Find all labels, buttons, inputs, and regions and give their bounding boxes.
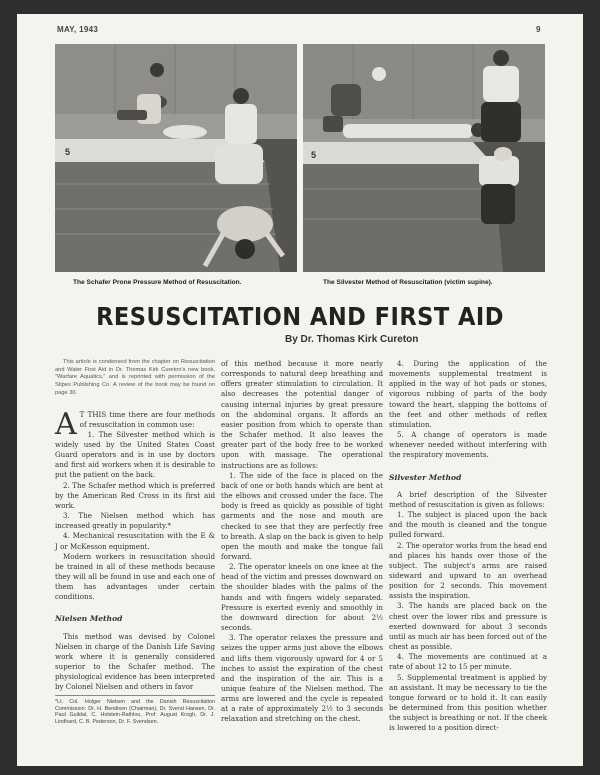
column-3 — [389, 359, 547, 733]
paragraph: Modern workers in resuscitation should be trained in all of these methods because they will all be found in use and each one of them has advantages under certain conditions. — [55, 551, 215, 602]
paragraph: 2. The Schafer method which is preferred by the American Red Cross in its first aid work. — [55, 480, 215, 510]
opening-text: T THIS time there are four methods of resuscitation in common use: — [79, 409, 215, 429]
pool-lane-marker: 5 — [65, 147, 71, 157]
column-2 — [221, 359, 383, 725]
paragraph: 4. During the application of the movements supplemental treatment is applied in the way of hot pads or stones, vigorous rubbing of parts of the body toward the heart, slapping the bottoms of the feet and other methods of reflex stimulation. — [389, 359, 547, 429]
paragraph: 1. The side of the face is placed on the back of one or both hands which are bent at the elbows and crossed under the face. The body is freed as quickly as possible of tight garments and the nose and mouth are checked to see that they are perfectly free to breath. A slap on the back is given to help open the mouth and make the tongue fall forward. — [221, 470, 383, 561]
article-title: RESUSCITATION AND FIRST AID — [96, 302, 504, 331]
paragraph: 5. A change of operators is made whenever needed without interfering with the respiratory movements. — [389, 430, 547, 460]
schafer-method-photo — [55, 44, 297, 272]
paragraph: 4. Mechanical resuscitation with the E & J or McKesson equipment. — [55, 531, 215, 551]
paragraph: 3. The Nielsen method which has increased greatly in popularity.* — [55, 511, 215, 531]
paragraph: 3. The hands are placed back on the chest over the lower ribs and pressure is exerted downward for about 3 seconds until as much air has been forced out of the chest as possible. — [389, 601, 547, 652]
intro-note: This article is condensed from the chapter on Resuscitation and Water First Aid in Dr. Thomas Kirk Cureton's new book, "Warfare Aquatics," and is reprinted with permission of the Stipes Publishing Co. A review of the book may be found on page 30. — [55, 359, 215, 396]
paragraph: 5. Supplemental treatment is applied by an assistant. It may be necessary to tie the tongue forward or to hold it. It can easily be determined from this position whether the subject is breathing or not. If the cheek is lowered to a position direct- — [389, 672, 547, 733]
paragraph: 1. The subject is placed upon the back and the mouth is cleaned and the tongue pulled forward. — [389, 510, 547, 540]
footnote: *Lt. Col. Holger Nielsen and the Danish Resuscitation Commission: Dr. H. Bendixen (Chairman), Dr. Svend Hansen, Dr. Paul Guildal, C. Holstein-Rathlou, Prof. August Krogh, Dr. J. Lindhard, C. B. Pederson, Dr. F. Svendsen. — [55, 695, 215, 726]
paragraph: A brief description of the Silvester method of resuscitation is given as follows: — [389, 489, 547, 509]
paragraph: 3. The operator relaxes the pressure and seizes the upper arms just above the elbows and lifts them vigorously upward for 4 or 5 inches to assist the expiration of the chest and the inspiration of the air. This is a unique feature of the Nielsen method. The arms are lowered and the cycle is repeated at a rate of approximately 2½ to 3 seconds relaxation and stretching on the chest. — [221, 633, 383, 724]
drop-cap: A — [55, 406, 77, 442]
paragraph: 4. The movements are continued at a rate of about 12 to 15 per minute. — [389, 652, 547, 672]
silvester-method-photo — [303, 44, 545, 272]
section-heading-silvester: Silvester Method — [389, 472, 462, 482]
pool-lane-marker: 5 — [311, 150, 317, 160]
page-number: 9 — [536, 25, 541, 34]
paragraph: 2. The operator kneels on one knee at the head of the victim and presses downward on the shoulder blades with the palms of the hands and with fingers widely separated. Pressure is exerted evenly and smoothly in the downward direction for about 2½ seconds. — [221, 562, 383, 633]
paragraph: 2. The operator works from the head end and places his hands over those of the subject. The subject's arms are raised sideward and upward to an overhead position for 2 seconds. This movement assists the inspiration. — [389, 540, 547, 601]
paragraph: 1. The Silvester method which is widely used by the United States Coast Guard operators and is in use by doctors and first aid workers when it is desirable to put the patient on the back. — [55, 429, 215, 480]
issue-date: MAY, 1943 — [57, 25, 99, 34]
left-photo-caption: The Schafer Prone Pressure Method of Resuscitation. — [73, 279, 242, 286]
paragraph: This method was devised by Colonel Nielsen in charge of the Danish Life Saving work where it is generally considered superior to the Schafer method. The physiological evidence has been interpreted by Colonel Nielsen and others in favor — [55, 631, 215, 692]
section-heading-nielsen: Nielsen Method — [55, 614, 123, 624]
opening-paragraph — [55, 406, 215, 442]
paragraph: of this method because it more nearly corresponds to natural deep breathing and offers greater stimulation to circulation. It also decreases the potential danger of causing internal injuries by great pressure on the abdominal organs. It affords an easier position from which to operate than the Schafer method. It also leaves the greater part of the body free to be worked upon with massage. The operational instructions are as follows: — [221, 359, 383, 470]
right-photo-caption: The Silvester Method of Resuscitation (victim supine). — [323, 279, 493, 286]
magazine-page — [17, 14, 583, 766]
article-byline: By Dr. Thomas Kirk Cureton — [285, 334, 419, 345]
column-1 — [55, 359, 215, 693]
